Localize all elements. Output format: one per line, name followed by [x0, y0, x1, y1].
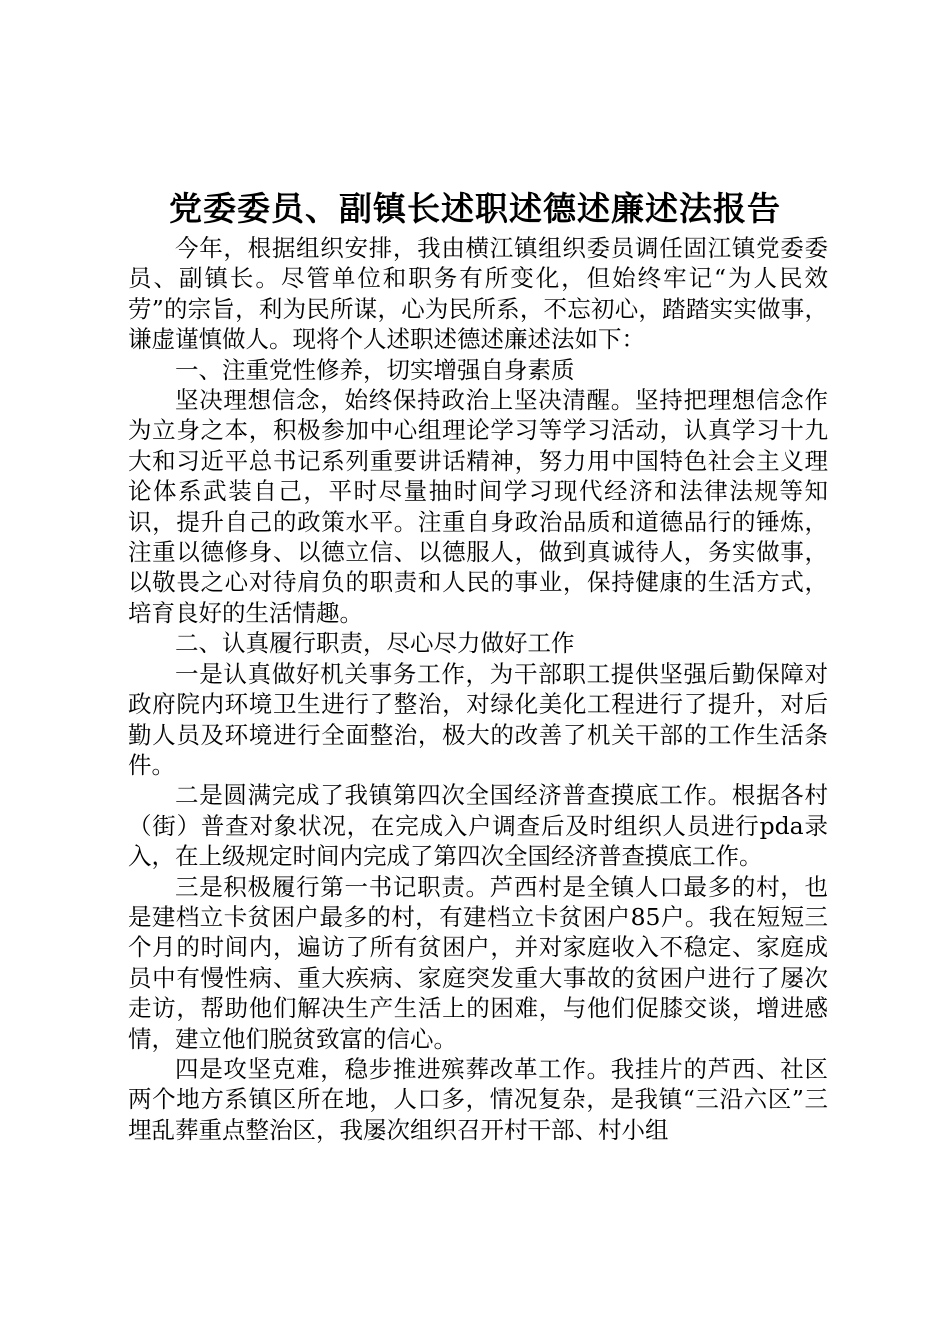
section-heading-2: 二、认真履行职责，尽心尽力做好工作: [175, 629, 575, 658]
paragraph-intro: 今年，根据组织安排，我由横江镇组织委员调任固江镇党委委员、副镇长。尽管单位和职务有所变化，但始终牢记“为人民效劳”的宗旨，利为民所谋，心为民所系，不忘初心，踏踏实实做事，谦虚谨慎做人。现将个人述职述德述廉述法如下：: [128, 234, 828, 354]
section-heading-1: 一、注重党性修养，切实增强自身素质: [175, 355, 575, 384]
paragraph-item-3: 三是积极履行第一书记职责。芦西村是全镇人口最多的村，也是建档立卡贫困户最多的村，有建档立卡贫困户85户。我在短短三个月的时间内，遍访了所有贫困户，并对家庭收入不稳定、家庭成员中有慢性病、重大疾病、家庭突发重大事故的贫困户进行了屡次走访，帮助他们解决生产生活上的困难，与他们促膝交谈，增进感情，建立他们脱贫致富的信心。: [128, 872, 828, 1053]
document-title: 党委委员、副镇长述职述德述廉述法报告: [169, 189, 781, 228]
document-body: [128, 233, 828, 1145]
paragraph-item-4: 四是攻坚克难，稳步推进殡葬改革工作。我挂片的芦西、社区两个地方系镇区所在地，人口多，情况复杂，是我镇“三沿六区”三埋乱葬重点整治区，我屡次组织召开村干部、村小组: [128, 1054, 828, 1144]
paragraph-item-1: 一是认真做好机关事务工作，为干部职工提供坚强后勤保障对政府院内环境卫生进行了整治，对绿化美化工程进行了提升，对后勤人员及环境进行全面整治，极大的改善了机关干部的工作生活条件。: [128, 659, 828, 779]
paragraph-item-2: 二是圆满完成了我镇第四次全国经济普查摸底工作。根据各村（街）普查对象状况，在完成入户调查后及时组织人员进行pda录入，在上级规定时间内完成了第四次全国经济普查摸底工作。: [128, 781, 828, 871]
paragraph-party-cultivation: 坚决理想信念，始终保持政治上坚决清醒。坚持把理想信念作为立身之本，积极参加中心组理论学习等学习活动，认真学习十九大和习近平总书记系列重要讲话精神，努力用中国特色社会主义理论体系武装自己，平时尽量抽时间学习现代经济和法律法规等知识，提升自己的政策水平。注重自身政治品质和道德品行的锤炼，注重以德修身、以德立信、以德服人，做到真诚待人，务实做事，以敬畏之心对待肩负的职责和人民的事业，保持健康的生活方式，培育良好的生活情趣。: [128, 386, 828, 627]
